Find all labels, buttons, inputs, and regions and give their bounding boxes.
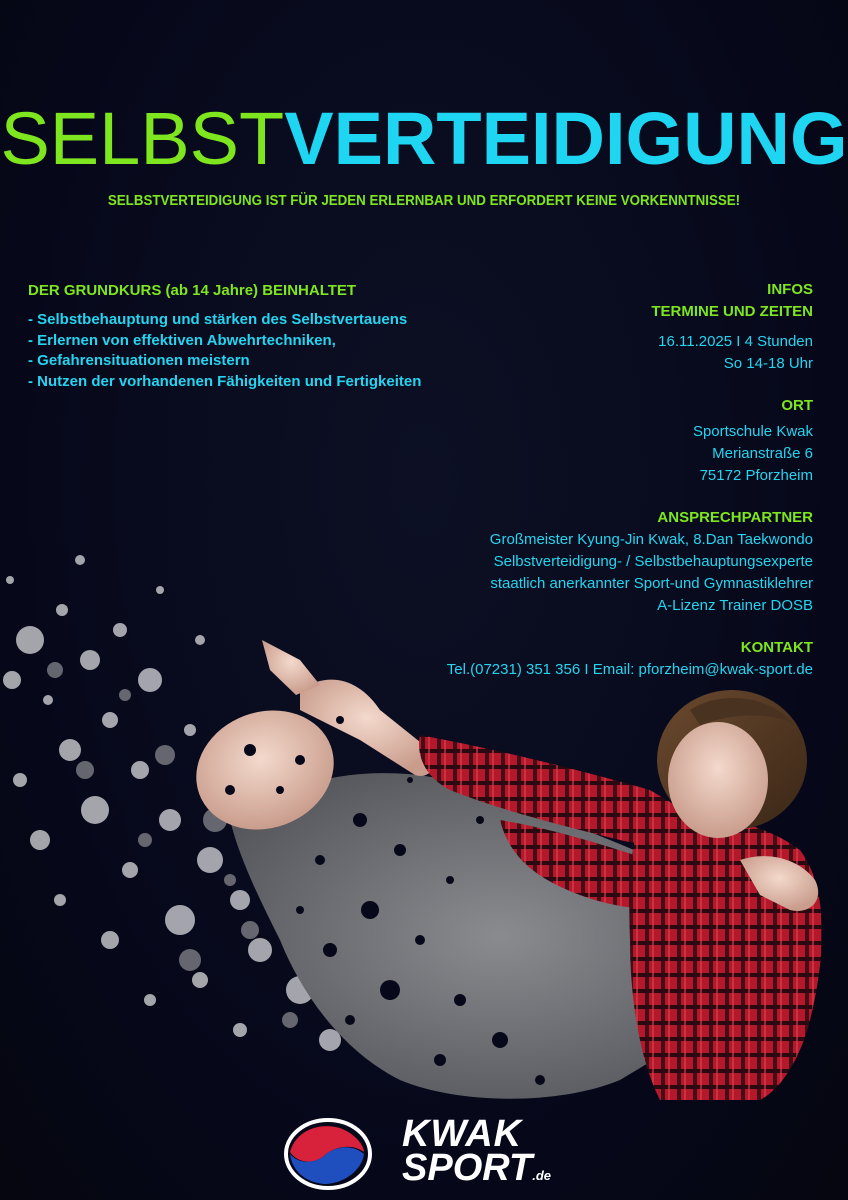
title-part-verteidigung: VERTEIDIGUNG [284,97,848,180]
taeguk-logo-icon [280,1112,376,1192]
course-heading: DER GRUNDKURS (ab 14 Jahre) BEINHALTET [28,282,357,299]
title-part-selbst: SELBST [0,97,285,180]
kwak-sport-logo [280,1112,580,1192]
course-item: - Nutzen der vorhandenen Fähigkeiten und Fertigkeiten [28,372,422,390]
logo-text-sport-word: SPORT [402,1147,533,1189]
location-line: Sportschule Kwak [692,423,813,440]
contact-person-heading: ANSPRECHPARTNER [657,509,813,526]
page-title [0,96,848,182]
subtitle: SELBSTVERTEIDIGUNG IST FÜR JEDEN ERLERNBAR UND ERFORDERT KEINE VORKENNTNISSE! [107,193,741,209]
self-defense-photo [0,520,848,1110]
defender-torso [629,816,822,1100]
course-item: - Erlernen von effektiven Abwehrtechniken, [28,331,336,349]
contact-person-line: A-Lizenz Trainer DOSB [657,597,813,614]
course-item: - Selbstbehauptung und stärken des Selbstvertauens [28,311,408,328]
contact-heading: KONTAKT [740,639,813,656]
location-line: 75172 Pforzheim [699,467,813,484]
contact-person-line: Großmeister Kyung-Jin Kwak, 8.Dan Taekwondo [489,531,813,548]
contact-person-line: Selbstverteidigung- / Selbstbehauptungsexperte [493,553,813,570]
location-line: Merianstraße 6 [712,445,813,462]
logo-text-kwak: KWAK [402,1113,523,1155]
course-item: - Gefahrensituationen meistern [28,352,250,369]
schedule-time: So 14-18 Uhr [723,355,813,372]
contact-person-line: staatlich anerkannter Sport-und Gymnastiklehrer [490,575,813,592]
contact-line: Tel.(07231) 351 356 I Email: pforzheim@kwak-sport.de [446,661,813,678]
logo-text-sport [402,1148,551,1196]
schedule-date: 16.11.2025 I 4 Stunden [658,333,813,350]
infos-heading: INFOS [767,281,813,298]
logo-text-domain: .de [532,1168,552,1183]
schedule-heading: TERMINE UND ZEITEN [651,303,813,320]
defender-face [668,722,768,838]
location-heading: ORT [781,397,813,414]
